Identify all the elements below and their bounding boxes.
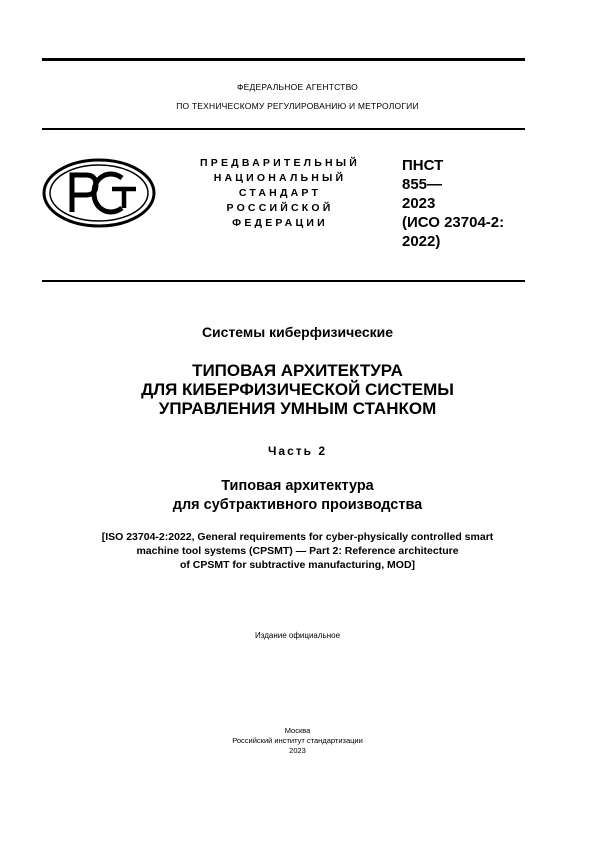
subtitle-line: для субтрактивного производства <box>172 497 423 513</box>
designation-line: 855— <box>402 176 443 193</box>
main-title <box>0 361 595 418</box>
designation-line: 2022) <box>402 233 441 250</box>
standard-type <box>180 156 380 231</box>
top-rule <box>42 58 525 61</box>
imprint <box>0 726 595 756</box>
iso-reference-line: of CPSMT for subtractive manufacturing, MOD] <box>179 559 416 571</box>
subtitle-line: Типовая архитектура <box>221 478 374 494</box>
standard-designation <box>402 156 552 251</box>
designation-line: 2023 <box>402 195 436 212</box>
header-rule <box>42 128 525 130</box>
standard-type-line: НАЦИОНАЛЬНЫЙ <box>213 172 347 184</box>
part-subtitle <box>0 477 595 515</box>
main-title-line: ТИПОВАЯ АРХИТЕКТУРА <box>192 361 403 380</box>
agency-line-1: ФЕДЕРАЛЬНОЕ АГЕНТСТВО <box>237 82 358 92</box>
imprint-year: 2023 <box>289 746 306 755</box>
designation-rule <box>42 280 525 282</box>
standard-type-line: ФЕДЕРАЦИИ <box>232 217 328 229</box>
series-title: Системы киберфизические <box>201 324 394 340</box>
main-title-line: ДЛЯ КИБЕРФИЗИЧЕСКОЙ СИСТЕМЫ <box>141 380 454 399</box>
part-number: Часть 2 <box>267 444 328 458</box>
designation-line: ПНСТ <box>402 157 444 174</box>
iso-reference <box>0 530 595 572</box>
imprint-city: Москва <box>284 726 311 735</box>
edition-note: Издание официальное <box>254 631 341 640</box>
standard-type-line: РОССИЙСКОЙ <box>226 202 334 214</box>
imprint-institute: Российский институт стандартизации <box>232 736 363 745</box>
standard-type-line: ПРЕДВАРИТЕЛЬНЫЙ <box>200 157 360 169</box>
agency-line-2: ПО ТЕХНИЧЕСКОМУ РЕГУЛИРОВАНИЮ И МЕТРОЛОГИИ <box>176 101 419 111</box>
standard-type-line: СТАНДАРТ <box>238 187 322 199</box>
gost-r-emblem-icon <box>42 158 156 228</box>
iso-reference-line: [ISO 23704-2:2022, General requirements for cyber-physically controlled smart <box>101 531 494 543</box>
iso-reference-line: machine tool systems (CPSMT) — Part 2: Reference architecture <box>136 545 459 557</box>
main-title-line: УПРАВЛЕНИЯ УМНЫМ СТАНКОМ <box>158 399 437 418</box>
designation-line: (ИСО 23704-2: <box>402 214 505 231</box>
